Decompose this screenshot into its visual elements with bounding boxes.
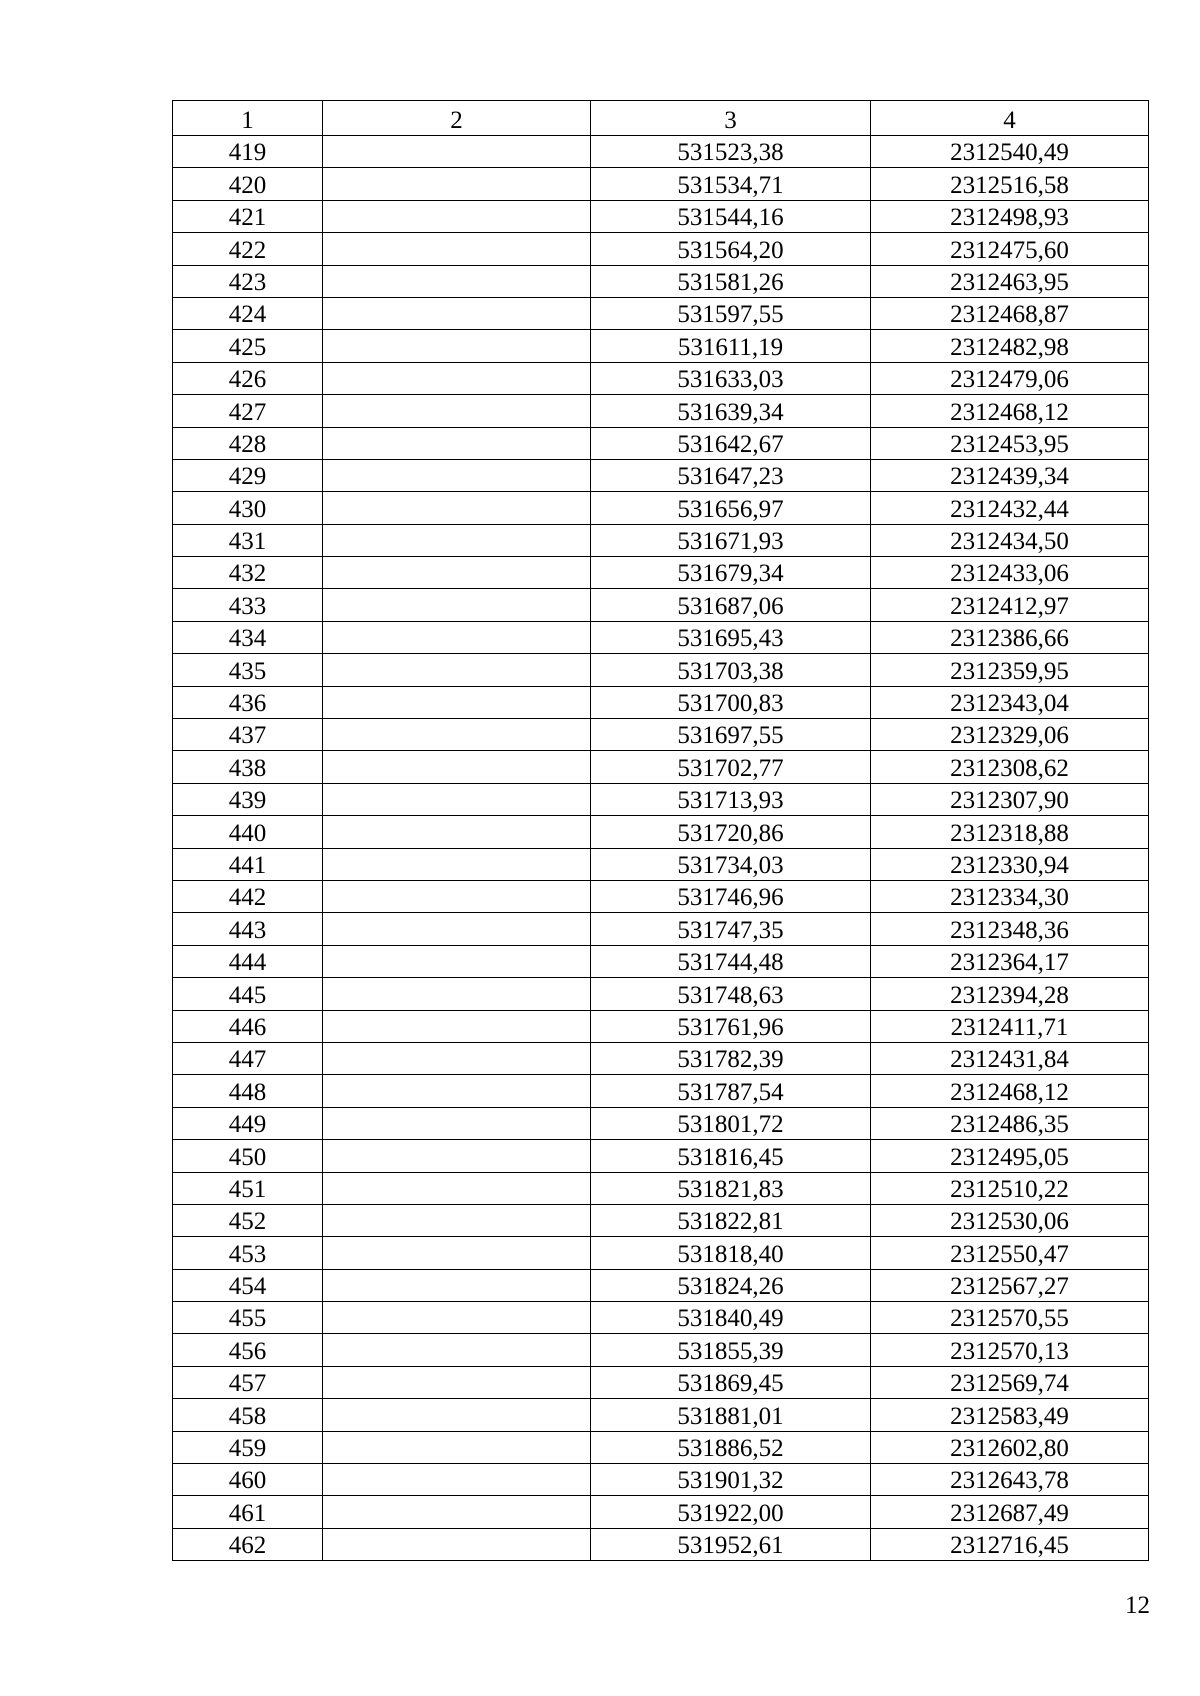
y-coordinate-cell: 2312540,49	[871, 136, 1149, 168]
x-coordinate-cell: 531671,93	[591, 524, 871, 556]
y-coordinate-cell: 2312570,13	[871, 1334, 1149, 1366]
table-row	[173, 686, 1149, 718]
x-coordinate-cell: 531703,38	[591, 654, 871, 686]
y-coordinate-cell: 2312330,94	[871, 848, 1149, 880]
x-coordinate-cell: 531744,48	[591, 945, 871, 977]
description-cell	[323, 395, 591, 427]
point-number-cell: 459	[173, 1431, 323, 1463]
column-header-4: 4	[871, 101, 1149, 136]
y-coordinate-cell: 2312716,45	[871, 1528, 1149, 1560]
x-coordinate-cell: 531611,19	[591, 330, 871, 362]
description-cell	[323, 913, 591, 945]
y-coordinate-cell: 2312482,98	[871, 330, 1149, 362]
y-coordinate-cell: 2312530,06	[871, 1204, 1149, 1236]
table-row	[173, 200, 1149, 232]
description-cell	[323, 1464, 591, 1496]
x-coordinate-cell: 531581,26	[591, 265, 871, 297]
point-number-cell: 420	[173, 168, 323, 200]
coordinates-table-container	[172, 100, 1148, 1561]
table-row	[173, 1464, 1149, 1496]
table-row	[173, 1042, 1149, 1074]
table-row	[173, 1269, 1149, 1301]
table-row	[173, 1399, 1149, 1431]
description-cell	[323, 848, 591, 880]
y-coordinate-cell: 2312308,62	[871, 751, 1149, 783]
table-row	[173, 330, 1149, 362]
y-coordinate-cell: 2312510,22	[871, 1172, 1149, 1204]
description-cell	[323, 816, 591, 848]
x-coordinate-cell: 531746,96	[591, 880, 871, 912]
y-coordinate-cell: 2312411,71	[871, 1010, 1149, 1042]
y-coordinate-cell: 2312432,44	[871, 492, 1149, 524]
point-number-cell: 432	[173, 557, 323, 589]
description-cell	[323, 1204, 591, 1236]
point-number-cell: 442	[173, 880, 323, 912]
point-number-cell: 431	[173, 524, 323, 556]
y-coordinate-cell: 2312479,06	[871, 362, 1149, 394]
table-body	[173, 136, 1149, 1561]
column-header-1: 1	[173, 101, 323, 136]
point-number-cell: 460	[173, 1464, 323, 1496]
table-row	[173, 978, 1149, 1010]
x-coordinate-cell: 531523,38	[591, 136, 871, 168]
description-cell	[323, 1399, 591, 1431]
table-row	[173, 1302, 1149, 1334]
description-cell	[323, 1334, 591, 1366]
coordinates-table	[172, 100, 1149, 1561]
x-coordinate-cell: 531633,03	[591, 362, 871, 394]
description-cell	[323, 330, 591, 362]
point-number-cell: 419	[173, 136, 323, 168]
description-cell	[323, 297, 591, 329]
description-cell	[323, 880, 591, 912]
x-coordinate-cell: 531922,00	[591, 1496, 871, 1528]
x-coordinate-cell: 531647,23	[591, 459, 871, 491]
y-coordinate-cell: 2312318,88	[871, 816, 1149, 848]
x-coordinate-cell: 531761,96	[591, 1010, 871, 1042]
description-cell	[323, 136, 591, 168]
description-cell	[323, 686, 591, 718]
description-cell	[323, 557, 591, 589]
description-cell	[323, 621, 591, 653]
y-coordinate-cell: 2312439,34	[871, 459, 1149, 491]
x-coordinate-cell: 531642,67	[591, 427, 871, 459]
x-coordinate-cell: 531840,49	[591, 1302, 871, 1334]
x-coordinate-cell: 531886,52	[591, 1431, 871, 1463]
table-row	[173, 265, 1149, 297]
table-row	[173, 362, 1149, 394]
description-cell	[323, 459, 591, 491]
description-cell	[323, 1075, 591, 1107]
y-coordinate-cell: 2312307,90	[871, 783, 1149, 815]
point-number-cell: 428	[173, 427, 323, 459]
y-coordinate-cell: 2312567,27	[871, 1269, 1149, 1301]
point-number-cell: 462	[173, 1528, 323, 1560]
x-coordinate-cell: 531679,34	[591, 557, 871, 589]
point-number-cell: 450	[173, 1140, 323, 1172]
y-coordinate-cell: 2312495,05	[871, 1140, 1149, 1172]
x-coordinate-cell: 531824,26	[591, 1269, 871, 1301]
table-row	[173, 1140, 1149, 1172]
table-row	[173, 1431, 1149, 1463]
description-cell	[323, 492, 591, 524]
y-coordinate-cell: 2312453,95	[871, 427, 1149, 459]
point-number-cell: 429	[173, 459, 323, 491]
table-row	[173, 945, 1149, 977]
point-number-cell: 445	[173, 978, 323, 1010]
point-number-cell: 461	[173, 1496, 323, 1528]
y-coordinate-cell: 2312569,74	[871, 1366, 1149, 1398]
point-number-cell: 426	[173, 362, 323, 394]
y-coordinate-cell: 2312329,06	[871, 719, 1149, 751]
table-row	[173, 880, 1149, 912]
x-coordinate-cell: 531734,03	[591, 848, 871, 880]
point-number-cell: 444	[173, 945, 323, 977]
x-coordinate-cell: 531782,39	[591, 1042, 871, 1074]
description-cell	[323, 783, 591, 815]
y-coordinate-cell: 2312431,84	[871, 1042, 1149, 1074]
point-number-cell: 455	[173, 1302, 323, 1334]
point-number-cell: 451	[173, 1172, 323, 1204]
y-coordinate-cell: 2312570,55	[871, 1302, 1149, 1334]
point-number-cell: 458	[173, 1399, 323, 1431]
x-coordinate-cell: 531822,81	[591, 1204, 871, 1236]
point-number-cell: 448	[173, 1075, 323, 1107]
description-cell	[323, 1172, 591, 1204]
point-number-cell: 446	[173, 1010, 323, 1042]
table-row	[173, 719, 1149, 751]
description-cell	[323, 427, 591, 459]
table-row	[173, 654, 1149, 686]
table-row	[173, 848, 1149, 880]
table-row	[173, 1334, 1149, 1366]
description-cell	[323, 265, 591, 297]
y-coordinate-cell: 2312433,06	[871, 557, 1149, 589]
x-coordinate-cell: 531639,34	[591, 395, 871, 427]
table-row	[173, 621, 1149, 653]
x-coordinate-cell: 531700,83	[591, 686, 871, 718]
x-coordinate-cell: 531687,06	[591, 589, 871, 621]
x-coordinate-cell: 531544,16	[591, 200, 871, 232]
table-row	[173, 168, 1149, 200]
description-cell	[323, 362, 591, 394]
point-number-cell: 427	[173, 395, 323, 427]
table-header-row	[173, 101, 1149, 136]
table-row	[173, 783, 1149, 815]
x-coordinate-cell: 531747,35	[591, 913, 871, 945]
y-coordinate-cell: 2312364,17	[871, 945, 1149, 977]
point-number-cell: 421	[173, 200, 323, 232]
table-row	[173, 816, 1149, 848]
y-coordinate-cell: 2312602,80	[871, 1431, 1149, 1463]
table-row	[173, 751, 1149, 783]
point-number-cell: 443	[173, 913, 323, 945]
x-coordinate-cell: 531720,86	[591, 816, 871, 848]
description-cell	[323, 589, 591, 621]
description-cell	[323, 1237, 591, 1269]
x-coordinate-cell: 531695,43	[591, 621, 871, 653]
point-number-cell: 447	[173, 1042, 323, 1074]
y-coordinate-cell: 2312394,28	[871, 978, 1149, 1010]
description-cell	[323, 654, 591, 686]
x-coordinate-cell: 531881,01	[591, 1399, 871, 1431]
description-cell	[323, 719, 591, 751]
table-row	[173, 1237, 1149, 1269]
x-coordinate-cell: 531597,55	[591, 297, 871, 329]
y-coordinate-cell: 2312386,66	[871, 621, 1149, 653]
description-cell	[323, 1431, 591, 1463]
point-number-cell: 435	[173, 654, 323, 686]
table-row	[173, 136, 1149, 168]
y-coordinate-cell: 2312334,30	[871, 880, 1149, 912]
table-row	[173, 233, 1149, 265]
table-row	[173, 1366, 1149, 1398]
y-coordinate-cell: 2312475,60	[871, 233, 1149, 265]
point-number-cell: 425	[173, 330, 323, 362]
table-row	[173, 459, 1149, 491]
x-coordinate-cell: 531816,45	[591, 1140, 871, 1172]
point-number-cell: 452	[173, 1204, 323, 1236]
description-cell	[323, 1107, 591, 1139]
table-row	[173, 1204, 1149, 1236]
table-row	[173, 1075, 1149, 1107]
point-number-cell: 437	[173, 719, 323, 751]
table-row	[173, 1528, 1149, 1560]
description-cell	[323, 233, 591, 265]
table-row	[173, 589, 1149, 621]
description-cell	[323, 1496, 591, 1528]
y-coordinate-cell: 2312468,12	[871, 1075, 1149, 1107]
description-cell	[323, 1010, 591, 1042]
point-number-cell: 433	[173, 589, 323, 621]
y-coordinate-cell: 2312343,04	[871, 686, 1149, 718]
point-number-cell: 439	[173, 783, 323, 815]
table-row	[173, 524, 1149, 556]
description-cell	[323, 978, 591, 1010]
y-coordinate-cell: 2312643,78	[871, 1464, 1149, 1496]
point-number-cell: 423	[173, 265, 323, 297]
table-row	[173, 557, 1149, 589]
point-number-cell: 454	[173, 1269, 323, 1301]
table-row	[173, 913, 1149, 945]
table-row	[173, 1107, 1149, 1139]
y-coordinate-cell: 2312583,49	[871, 1399, 1149, 1431]
point-number-cell: 430	[173, 492, 323, 524]
y-coordinate-cell: 2312516,58	[871, 168, 1149, 200]
column-header-3: 3	[591, 101, 871, 136]
point-number-cell: 436	[173, 686, 323, 718]
table-row	[173, 1496, 1149, 1528]
y-coordinate-cell: 2312412,97	[871, 589, 1149, 621]
point-number-cell: 424	[173, 297, 323, 329]
x-coordinate-cell: 531656,97	[591, 492, 871, 524]
point-number-cell: 457	[173, 1366, 323, 1398]
y-coordinate-cell: 2312687,49	[871, 1496, 1149, 1528]
x-coordinate-cell: 531818,40	[591, 1237, 871, 1269]
table-row	[173, 395, 1149, 427]
x-coordinate-cell: 531713,93	[591, 783, 871, 815]
table-row	[173, 1172, 1149, 1204]
description-cell	[323, 200, 591, 232]
x-coordinate-cell: 531748,63	[591, 978, 871, 1010]
x-coordinate-cell: 531855,39	[591, 1334, 871, 1366]
y-coordinate-cell: 2312498,93	[871, 200, 1149, 232]
description-cell	[323, 1528, 591, 1560]
y-coordinate-cell: 2312434,50	[871, 524, 1149, 556]
table-row	[173, 492, 1149, 524]
y-coordinate-cell: 2312359,95	[871, 654, 1149, 686]
description-cell	[323, 1140, 591, 1172]
table-row	[173, 1010, 1149, 1042]
y-coordinate-cell: 2312486,35	[871, 1107, 1149, 1139]
y-coordinate-cell: 2312468,12	[871, 395, 1149, 427]
description-cell	[323, 1366, 591, 1398]
y-coordinate-cell: 2312348,36	[871, 913, 1149, 945]
point-number-cell: 441	[173, 848, 323, 880]
x-coordinate-cell: 531697,55	[591, 719, 871, 751]
description-cell	[323, 1269, 591, 1301]
x-coordinate-cell: 531801,72	[591, 1107, 871, 1139]
x-coordinate-cell: 531564,20	[591, 233, 871, 265]
table-row	[173, 427, 1149, 459]
point-number-cell: 449	[173, 1107, 323, 1139]
page-number: 12	[1125, 1592, 1150, 1619]
description-cell	[323, 168, 591, 200]
point-number-cell: 453	[173, 1237, 323, 1269]
point-number-cell: 434	[173, 621, 323, 653]
y-coordinate-cell: 2312550,47	[871, 1237, 1149, 1269]
description-cell	[323, 751, 591, 783]
x-coordinate-cell: 531952,61	[591, 1528, 871, 1560]
point-number-cell: 438	[173, 751, 323, 783]
x-coordinate-cell: 531901,32	[591, 1464, 871, 1496]
y-coordinate-cell: 2312468,87	[871, 297, 1149, 329]
x-coordinate-cell: 531821,83	[591, 1172, 871, 1204]
column-header-2: 2	[323, 101, 591, 136]
x-coordinate-cell: 531534,71	[591, 168, 871, 200]
table-row	[173, 297, 1149, 329]
description-cell	[323, 945, 591, 977]
point-number-cell: 456	[173, 1334, 323, 1366]
x-coordinate-cell: 531702,77	[591, 751, 871, 783]
x-coordinate-cell: 531869,45	[591, 1366, 871, 1398]
point-number-cell: 422	[173, 233, 323, 265]
description-cell	[323, 1302, 591, 1334]
description-cell	[323, 524, 591, 556]
y-coordinate-cell: 2312463,95	[871, 265, 1149, 297]
point-number-cell: 440	[173, 816, 323, 848]
description-cell	[323, 1042, 591, 1074]
x-coordinate-cell: 531787,54	[591, 1075, 871, 1107]
